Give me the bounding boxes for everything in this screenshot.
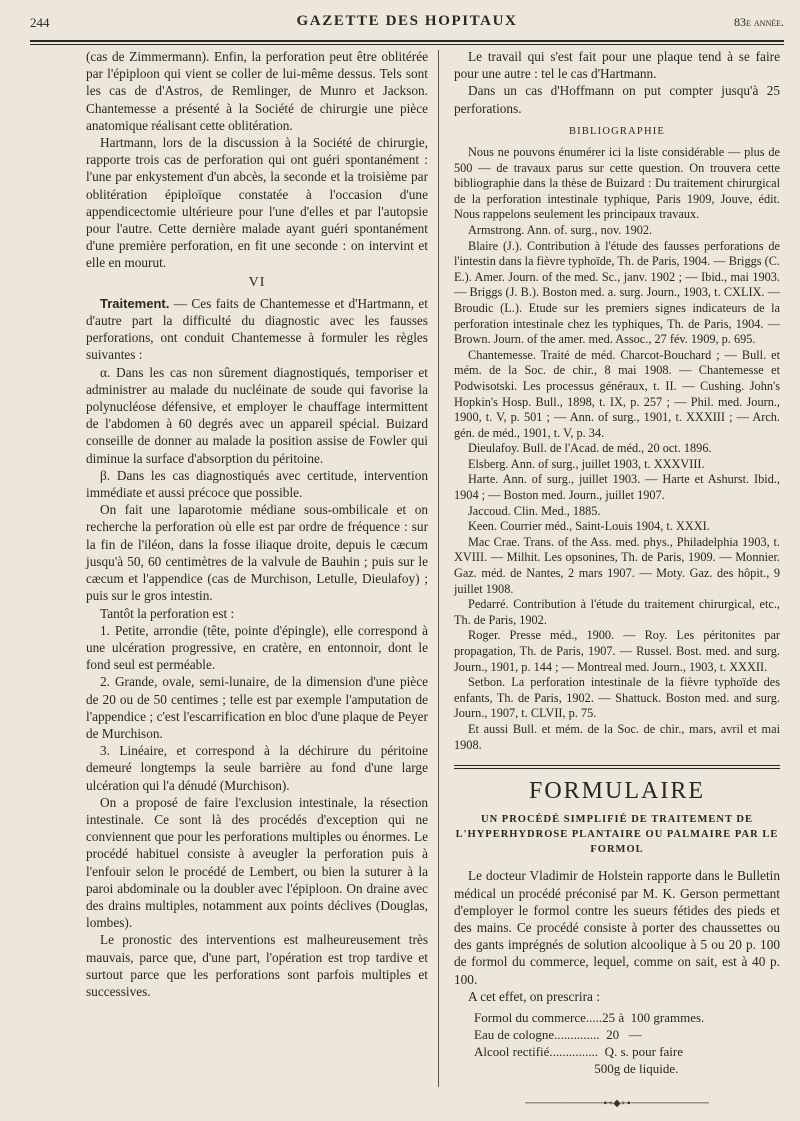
paragraph: Dans un cas d'Hoffmann on put compter jusqu'à 25 perforations. [454,83,780,116]
paragraph: Hartmann, lors de la discussion à la Société de chirurgie, rapporte trois cas de perforation qui ont guéri spontanément : l'une par enkystement d'un abcès, la seconde et la troisième par oblitération épiploïque constatée à l'occasion d'une appendicectomie ultérieure pour l'une d'elles et par l'autopsie pour l'autre. Cette dernière malade ayant guéri spontanément d'une première perforation, en fit une seconde : on intervint et elle en mourut. [86,135,428,271]
bibliography-intro: Nous ne pouvons énumérer ici la liste considérable — plus de 500 — de travaux parus sur cette question. On trouvera cette bibliographie dans la thèse de Buizard : Du traitement chirurgical de la perforation intestinale typhique, Paris 1909, Jouve, édit. Nous rappelons seulement les principaux travaux. [454,145,780,222]
prescription-line: Formol du commerce.....25 à 100 grammes. [474,1010,705,1025]
paragraph: A cet effet, on prescrira : [468,988,600,1004]
paragraph-text: — Ces faits de Chantemesse et d'Hartmann, et d'autre part la difficulté du diagnostic avec les fausses perforations, ont conduit Chantemesse à formuler les règles suivantes : [86,295,428,363]
left-column [86,48,428,1000]
formulaire-title: FORMULAIRE [528,778,705,805]
paragraph: α. Dans les cas non sûrement diagnostiqués, temporiser et administrer au malade du nucléinate de soude qui favorise la polynucléose défensive, et employer le chauffage intermittent de l'abdomen à 60 degrés avec un appareil spécial. Buizard conseille de donner au malade la position assise de Fowler qui diminue la surface d'absorption du péritoine. [86,364,428,466]
running-header [30,12,784,38]
paragraph [86,295,428,364]
page-number: 244 [30,15,50,30]
section-number: VI [248,274,266,290]
paragraph: Le travail qui s'est fait pour une plaque tend à se faire pour une autre : tel le cas d'Hartmann. [454,49,780,82]
bibliography-heading: BIBLIOGRAPHIE [568,125,666,137]
run-in-heading: Traitement. [100,295,170,311]
bibliography-entry: Blaire (J.). Contribution à l'étude des fausses perforations de l'intestin dans la fièvre typhoïde, Th. de Paris, 1904. — Briggs (C. E.). Amer. Journ. of the med. Sc., janv. 1902 ; — Ibid., mai 1903. — Briggs (J. B.). Boston med. a. surg. Journ., 1903, t. CXLIX. — Broudic (L.). Etude sur les premiers signes indicateurs de la perforation intestinale chez les typhiques, Th. de Paris, 1904. — Brown. Journ. of the amer. med. Assoc., 27 fév. 1909, p. 695. [454,238,780,347]
paragraph: On fait une laparotomie médiane sous-ombilicale et on recherche la perforation où elle est par ordre de fréquence : sur la fin de l'iléon, dans la fosse iliaque droite, depuis le cæcum jusqu'à 50, 60 centimètres de la valvule de Bauhin ; puis sur le cæcum et l'appendice (cas de Murchison, Letulle, Dieulafoy) ; puis sur le gros intestin. [86,502,428,604]
end-ornament-icon: ───────────⊷◆⊶─────────── [525,1098,709,1109]
prescription-line: 500g de liquide. [474,1061,679,1076]
paragraph: (cas de Zimmermann). Enfin, la perforation peut être oblitérée par l'épiploon qui vient se coller de lui-même dessus. Tels sont les cas de d'Astros, de Remlinger, de Munro et Jackson. Chantemesse a présenté à la Société de chirurgie une pièce anatomique réalisant cette oblitération. [86,49,428,133]
header-rule [30,40,784,45]
journal-title: GAZETTE DES HOPITAUX [296,13,518,29]
prescription-line: Eau de cologne.............. 20 — [474,1027,642,1042]
section-divider [454,765,780,769]
paragraph: 2. Grande, ovale, semi-lunaire, de la dimension d'une pièce de 20 ou de 50 centimes ; telle est par exemple l'amputation de l'appendice ; c'est l'escarrification en bloc d'une plaque de Peyer de Murchison. [86,674,428,741]
bibliography-entry: Roger. Presse méd., 1900. — Roy. Les péritonites par propagation, Th. de Paris, 1907. — Russel. Bost. med. and surg. Journ., 1901, p. 144 ; — Montreal med. Journ., 1903, t. XXXII. [454,628,780,674]
right-column [454,48,780,1112]
bibliography-entry: Elsberg. Ann. of surg., juillet 1903, t. XXXVIII. [468,456,705,471]
volume-year: 83e année. [734,15,784,29]
paragraph: Le pronostic des interventions est malheureusement très mauvais, parce que, d'une part, l'opération est trop tardive et surtout parce que les perforations sont parfois multiples et successives. [86,932,428,999]
bibliography-entry: Jaccoud. Clin. Med., 1885. [468,503,601,518]
bibliography-entry: Chantemesse. Traité de méd. Charcot-Bouchard ; — Bull. et mém. de la Soc. de chir., 8 mai 1908. — Chantemesse et Podwisotski. Les processus généraux, t. II. — Cushing. John's Hopkin's Hosp. Bull., 1898, t. IX, p. 257 ; — Phil. med. Journ., 1900, t. V, p. 501 ; — Ann. of surg., 1901, t. XXXIII ; — Arch. gén. de méd., 1901, t. V, p. 34. [454,347,780,440]
bibliography-entry: Armstrong. Ann. of. surg., nov. 1902. [468,222,653,237]
formulaire-subtitle: UN PROCÉDÉ SIMPLIFIÉ DE TRAITEMENT DE L'HYPERHYDROSE PLANTAIRE OU PALMAIRE PAR LE FORMOL [455,814,779,856]
paragraph: On a proposé de faire l'exclusion intestinale, la résection intestinale. Ce sont là des procédés d'exception qui ne conviennent que pour les perforations multiples ou énormes. Le procédé habituel consiste à aveugler la perforation puis à l'enfouir selon le procédé de Lembert, ou bien la suturer à la paroi abdominale ou la doubler avec l'épiploon. On draine avec des drains multiples, notamment aux points déclives (Douglas, lombes). [86,794,428,931]
column-divider [438,50,439,1087]
paragraph: 1. Petite, arrondie (tête, pointe d'épingle), elle correspond à une ulcération progressive, en cratère, en entonnoir, dont le fond seul est perméable. [86,622,428,673]
paragraph: β. Dans les cas diagnostiqués avec certitude, intervention immédiate et aussi précoce que possible. [86,467,428,501]
bibliography-entry: Et aussi Bull. et mém. de la Soc. de chir., mars, avril et mai 1908. [454,721,780,752]
paragraph: Tantôt la perforation est : [100,605,235,621]
bibliography [454,145,780,753]
prescription [474,1009,780,1077]
paragraph: Le docteur Vladimir de Holstein rapporte dans le Bulletin médical un procédé préconisé par M. K. Gerson permettant d'employer le formol contre les sueurs fétides des pieds et des mains. Ce procédé consiste à porter des chaussettes ou des gants imprégnés de solution alcoolique à 5 ou 20 p. 100 de formol du commerce, lequel, comme on sait, est à 40 p. 100. [454,868,780,987]
bibliography-entry: Mac Crae. Trans. of the Ass. med. phys., Philadelphia 1903, t. XVIII. — Milhit. Les opsonines, Th. de Paris, 1909. — Monnier. Gaz. méd. de Nantes, 2 mars 1907. — Moty. Gaz. des hôpit., 9 juillet 1908. [454,534,780,596]
bibliography-entry: Setbon. La perforation intestinale de la fièvre typhoïde des enfants, Th. de Paris, 1902. — Shattuck. Boston med. and surg. Journ., 1907, t. CLVII, p. 75. [454,675,780,721]
prescription-line: Alcool rectifié............... Q. s. pour faire [474,1044,684,1059]
bibliography-entry: Keen. Courrier méd., Saint-Louis 1904, t. XXXI. [468,519,710,534]
paragraph: 3. Linéaire, et correspond à la déchirure du péritoine demeuré longtemps la seule barrière au fond d'une large ulcération qui l'a dénudé (Murchison). [86,743,428,793]
bibliography-entry: Pedarré. Contribution à l'étude du traitement chirurgical, etc., Th. de Paris, 1902. [454,597,780,627]
bibliography-entry: Harte. Ann. of surg., juillet 1903. — Harte et Ashurst. Ibid., 1904 ; — Boston med. Journ., juillet 1907. [454,472,780,503]
bibliography-entry: Dieulafoy. Bull. de l'Acad. de méd., 20 oct. 1896. [468,441,712,456]
